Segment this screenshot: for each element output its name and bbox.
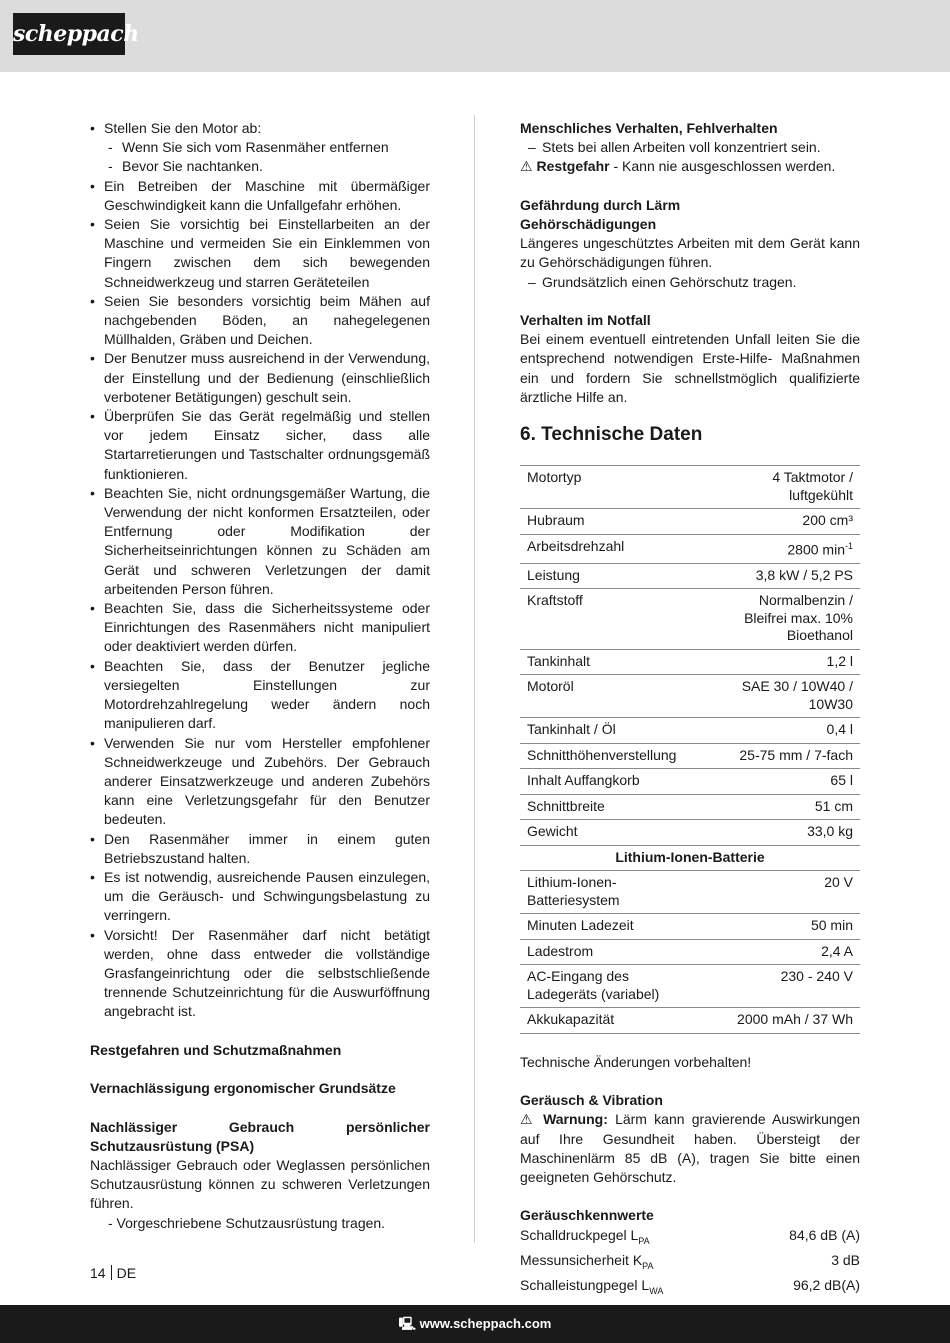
psa-sub: - Vorgeschriebene Schutzausrüstung tragen. xyxy=(108,1214,386,1231)
table-row xyxy=(520,871,860,914)
noise-value-label xyxy=(520,1226,650,1251)
table-cell-value-text: 2000 mAh / 37 Wh xyxy=(737,1011,853,1028)
table-row xyxy=(520,769,860,795)
noise-value-value: 84,6 dB (A) xyxy=(789,1226,860,1243)
right-column xyxy=(520,119,860,1326)
noise-value-value: 3 dB xyxy=(831,1251,860,1268)
noise-value-row xyxy=(520,1226,860,1251)
bullet-item xyxy=(90,599,430,657)
table-cell-value-text: 51 cm xyxy=(814,797,853,814)
warning-icon: ⚠ xyxy=(520,1111,536,1128)
table-cell-label: Ladestrom xyxy=(520,939,708,965)
bullet-text: Seien Sie vorsichtig bei Einstellarbeiten an der Maschine und vermeiden Sie ein Einklemmen von Fingern zwischen dem sich bewegenden Schneidwerkzeug und starren Geräteteilen xyxy=(104,216,430,290)
battery-section-row xyxy=(520,845,860,871)
noise-value-value: 96,2 dB(A) xyxy=(793,1276,860,1293)
table-cell-value xyxy=(708,769,860,795)
bullet-text: Beachten Sie, nicht ordnungsgemäßer Wartung, die Verwendung der nicht konformen Ersatzteilen, oder Entfernung oder Modifikation der Sicherheitseinrichtungen können zu Schäden am Gerät und schweren Verletzungen der damit arbeitenden Person führen. xyxy=(104,484,430,597)
table-cell-label: Tankinhalt / Öl xyxy=(520,718,708,744)
bullet-item xyxy=(90,830,430,868)
bullet-text: Es ist notwendig, ausreichende Pausen einzulegen, um die Geräusch- und Schwingungsbelastung zu verringern. xyxy=(104,868,430,924)
heading-noise-vibration: Geräusch & Vibration xyxy=(520,1092,663,1109)
table-cell-value-text: 65 l xyxy=(830,772,853,789)
table-cell-value-text: 4 Taktmotor / luftgekühlt xyxy=(772,469,853,503)
noise-value-label-text: Schalleistungpegel L xyxy=(520,1276,650,1293)
bullet-text: Beachten Sie, dass die Sicherheitssysteme oder Einrichtungen des Rasenmähers nicht manipuliert oder deaktiviert werden dürfen. xyxy=(104,600,430,655)
warning-paragraph xyxy=(520,1110,860,1187)
table-cell-value-text: 3,8 kW / 5,2 PS xyxy=(755,566,853,583)
table-cell-value-text: 33,0 kg xyxy=(807,823,853,840)
noise-value-subscript: WA xyxy=(649,1285,664,1296)
header-bar xyxy=(0,0,950,72)
table-cell-value-text: 2800 min xyxy=(787,541,845,558)
table-cell-value-text: 0,4 l xyxy=(826,721,853,738)
noise-value-subscript: PA xyxy=(638,1235,650,1246)
heading-psa: Nachlässiger Gebrauch persönlicher Schutzausrüstung (PSA) xyxy=(90,1118,430,1154)
table-cell-label: AC-Eingang des Ladegeräts (variabel) xyxy=(520,965,708,1008)
table-row xyxy=(520,534,860,563)
page-number xyxy=(90,1265,136,1281)
bullet-item xyxy=(90,657,430,734)
bullet-item xyxy=(90,292,430,350)
section-title-technical-data: 6. Technische Daten xyxy=(520,424,703,446)
bullet-item xyxy=(90,119,430,138)
table-cell-value xyxy=(708,563,860,589)
human-behaviour-dash: – Stets bei allen Arbeiten voll konzentriert sein. xyxy=(520,138,860,157)
table-row xyxy=(520,509,860,535)
table-cell-value-text: 50 min xyxy=(810,917,853,934)
table-cell-value-text: 20 V xyxy=(824,874,853,891)
table-cell-label: Akkukapazität xyxy=(520,1008,708,1034)
footer-bar xyxy=(0,1305,950,1343)
bullet-item xyxy=(90,484,430,599)
bullet-text: Den Rasenmäher immer in einem guten Betriebszustand halten. xyxy=(104,830,430,866)
bullet-sub-item: - Bevor Sie nachtanken. xyxy=(90,157,430,176)
bullet-text: Verwenden Sie nur vom Hersteller empfohlener Schneidwerkzeuge und Zubehörs. Der Gebrauch anderer Einsatzwerkzeuge und anderen Zubehörs kann eine Verletzungsgefahr für den Benutzer bedeuten. xyxy=(104,734,430,828)
left-column xyxy=(90,119,430,1233)
table-row xyxy=(520,820,860,846)
noise-value-label xyxy=(520,1251,654,1276)
bullet-item xyxy=(90,349,430,407)
table-cell-value xyxy=(708,743,860,769)
bullet-text: Ein Betreiben der Maschine mit übermäßiger Geschwindigkeit kann die Unfallgefahr erhöhen. xyxy=(104,177,430,213)
table-cell-value xyxy=(708,649,860,675)
table-cell-value-text: 25-75 mm / 7-fach xyxy=(739,746,853,763)
scheppach-logo: scheppach xyxy=(13,13,125,55)
table-row xyxy=(520,914,860,940)
table-cell-label: Arbeitsdrehzahl xyxy=(520,534,708,563)
heading-human-behaviour: Menschliches Verhalten, Fehlverhalten xyxy=(520,120,778,136)
table-cell-value xyxy=(708,794,860,820)
residual-risk-text: - Kann nie ausgeschlossen werden. xyxy=(609,158,836,175)
table-cell-value xyxy=(708,871,860,914)
table-cell-value xyxy=(708,675,860,718)
warning-label: Warnung: xyxy=(543,1111,608,1128)
table-cell-value xyxy=(708,914,860,940)
emergency-text: Bei einem eventuell eintretenden Unfall leiten Sie die entsprechend notwendigen Erste-Hilfe- Maßnahmen ein und fordern Sie schnellstmöglich qualifizierte ärztliche Hilfe an. xyxy=(520,331,860,405)
table-cell-label: Minuten Ladezeit xyxy=(520,914,708,940)
table-cell-value xyxy=(708,820,860,846)
footer-url-text: www.scheppach.com xyxy=(419,1316,552,1331)
table-cell-value-text: SAE 30 / 10W40 / 10W30 xyxy=(741,678,853,712)
table-cell-label: Motortyp xyxy=(520,466,708,509)
noise-hazard-text: Längeres ungeschütztes Arbeiten mit dem Gerät kann zu Gehörschädigungen führen. xyxy=(520,235,860,271)
bullet-item xyxy=(90,407,430,484)
heading-noise-hazard: Gefährdung durch Lärm xyxy=(520,196,681,213)
table-cell-label: Leistung xyxy=(520,563,708,589)
bullet-item xyxy=(90,868,430,926)
footer-url[interactable] xyxy=(0,1315,950,1337)
table-row xyxy=(520,718,860,744)
bullet-item xyxy=(90,177,430,215)
bullet-item xyxy=(90,734,430,830)
table-row xyxy=(520,563,860,589)
table-row xyxy=(520,794,860,820)
table-cell-value-text: 2,4 A xyxy=(821,942,853,959)
table-row xyxy=(520,589,860,650)
monitor-icon: 🖳 xyxy=(398,1316,416,1331)
table-cell-label: Lithium-Ionen-Batteriesystem xyxy=(520,871,708,914)
bullet-text: Beachten Sie, dass der Benutzer jegliche versiegelten Einstellungen zur Motordrehzahlregelung weder ändern noch manipulieren darf. xyxy=(104,657,430,732)
table-cell-value-text: 200 cm³ xyxy=(802,512,853,529)
column-divider xyxy=(474,115,475,1243)
table-cell-value-text: 1,2 l xyxy=(826,652,853,669)
heading-residual-risks: Restgefahren und Schutzmaßnahmen xyxy=(90,1041,342,1058)
technical-data-table xyxy=(520,465,860,1034)
table-row xyxy=(520,675,860,718)
table-row xyxy=(520,466,860,509)
bullet-text: Der Benutzer muss ausreichend in der Verwendung, der Einstellung und der Bedienung (einschließlich verbotener Betätigungen) geschult sein. xyxy=(104,350,430,405)
noise-value-subscript: PA xyxy=(642,1260,654,1271)
table-row xyxy=(520,965,860,1008)
noise-value-label-text: Messunsicherheit K xyxy=(520,1251,643,1268)
bullet-text: Überprüfen Sie das Gerät regelmäßig und stellen vor jedem Einsatz sicher, dass alle Startarretierungen und Tastschalter ordnungsgemäß funktionieren. xyxy=(104,408,430,482)
heading-ergonomics: Vernachlässigung ergonomischer Grundsätze xyxy=(90,1080,396,1097)
bullet-text: Seien Sie besonders vorsichtig beim Mähen auf nachgebenden Böden, an nahegelegenen Müllhalden, Gräben und Deichen. xyxy=(104,292,430,348)
warning-text: Lärm kann gravierende Auswirkungen auf Ihre Gesundheit haben. Übersteigt der Maschinenlärm 85 dB (A), tragen Sie bitte einen geeigneten Gehörschutz. xyxy=(520,1111,860,1186)
heading-hearing-damage: Gehörschädigungen xyxy=(520,216,657,232)
noise-value-label xyxy=(520,1276,663,1301)
table-cell-label: Kraftstoff xyxy=(520,589,708,650)
table-cell-label: Gewicht xyxy=(520,820,708,846)
residual-risk-line xyxy=(520,157,860,176)
table-cell-label: Schnittbreite xyxy=(520,794,708,820)
noise-value-row xyxy=(520,1251,860,1276)
table-row xyxy=(520,743,860,769)
heading-emergency: Verhalten im Notfall xyxy=(520,312,651,328)
table-cell-label: Inhalt Auffangkorb xyxy=(520,769,708,795)
table-cell-label: Tankinhalt xyxy=(520,649,708,675)
table-cell-label: Hubraum xyxy=(520,509,708,535)
psa-text: Nachlässiger Gebrauch oder Weglassen persönlichen Schutzausrüstung können zu schweren Verletzungen führen. xyxy=(90,1156,430,1212)
heading-noise-values: Geräuschkennwerte xyxy=(520,1207,654,1224)
table-cell-value xyxy=(708,1008,860,1034)
rpm-exponent: -1 xyxy=(844,540,853,551)
safety-bullet-list xyxy=(90,119,430,1022)
battery-section-title: Lithium-Ionen-Batterie xyxy=(520,845,860,871)
bullet-item xyxy=(90,926,430,1022)
bullet-text: Vorsicht! Der Rasenmäher darf nicht betätigt werden, ohne dass entweder die vollständige Grasfangeinrichtung oder die selbstschließende trennende Schutzeinrichtung für die Auswurföffnung angebracht ist. xyxy=(104,926,430,1020)
page-number-value: 14 xyxy=(90,1265,106,1281)
table-cell-value xyxy=(708,509,860,535)
changes-note: Technische Änderungen vorbehalten! xyxy=(520,1053,752,1070)
bullet-item xyxy=(90,215,430,292)
table-cell-value xyxy=(708,939,860,965)
table-cell-value xyxy=(708,718,860,744)
table-row xyxy=(520,1008,860,1034)
noise-hazard-dash: – Grundsätzlich einen Gehörschutz tragen. xyxy=(520,273,860,292)
bullet-text: Stellen Sie den Motor ab: xyxy=(104,120,262,136)
table-cell-value xyxy=(708,589,860,650)
table-cell-value xyxy=(708,534,860,563)
residual-risk-label: Restgefahr xyxy=(536,158,610,175)
table-cell-value xyxy=(708,965,860,1008)
table-row xyxy=(520,649,860,675)
bullet-sub-item: - Wenn Sie sich vom Rasenmäher entfernen xyxy=(90,138,430,157)
table-cell-value-text: Normalbenzin / Bleifrei max. 10% Bioethanol xyxy=(744,592,853,644)
page-language: DE xyxy=(116,1265,137,1281)
warning-icon: ⚠ xyxy=(520,158,533,175)
table-cell-label: Schnitthöhenverstellung xyxy=(520,743,708,769)
table-cell-value-text: 230 - 240 V xyxy=(780,968,853,985)
noise-value-row xyxy=(520,1276,860,1301)
table-cell-label: Motoröl xyxy=(520,675,708,718)
table-cell-value xyxy=(708,466,860,509)
noise-value-label-text: Schalldruckpegel L xyxy=(520,1226,639,1243)
table-row xyxy=(520,939,860,965)
